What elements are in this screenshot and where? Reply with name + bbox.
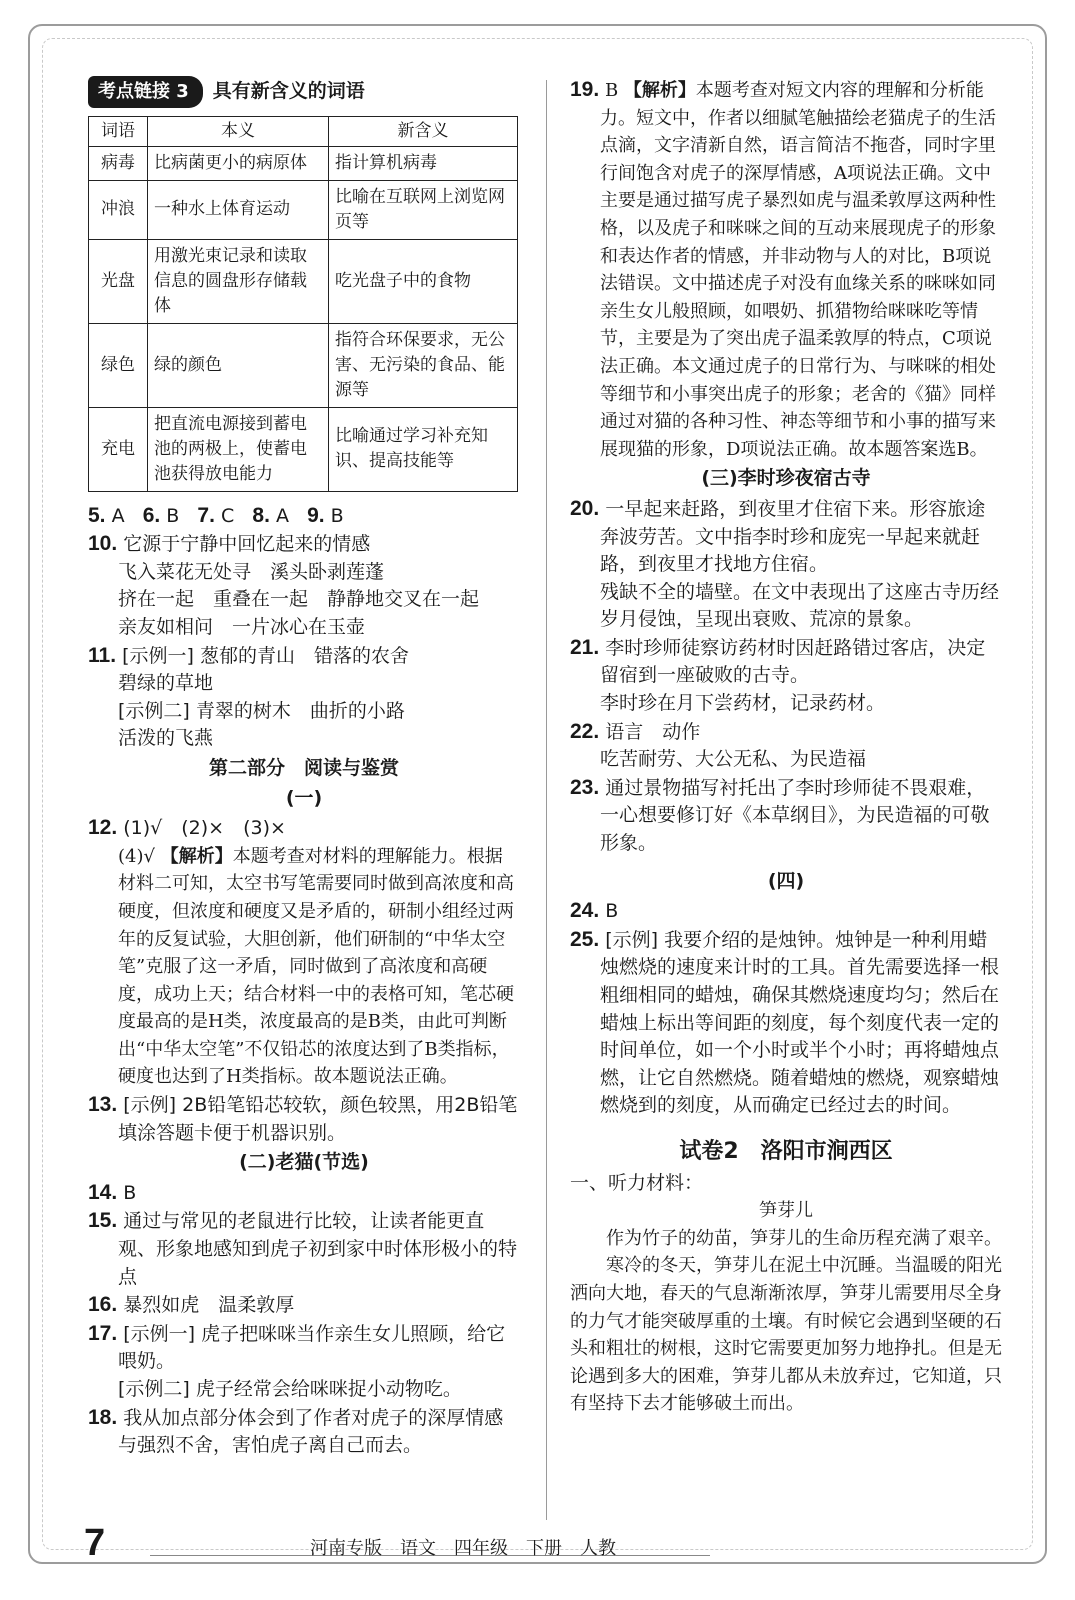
left-column	[88, 76, 520, 1460]
table-row	[89, 407, 518, 491]
new-cell: 比喻通过学习补充知识、提高技能等	[329, 407, 518, 491]
listening-heading: 一、听力材料：	[570, 1171, 704, 1194]
answer-11: 11. [示例一] 葱郁的青山 错落的农舍 碧绿的草地 [示例二] 青翠的树木 曲折的小路 活泼的飞燕	[88, 643, 409, 750]
header-original: 本义	[148, 116, 329, 146]
answer-18: 18. 我从加点部分体会到了作者对虎子的深厚情感与强烈不舍，害怕虎子离自己而去。	[88, 1405, 504, 1457]
answer-10: 10. 它源于宁静中回忆起来的情感 飞入菜花无处寻 溪头卧剥莲蓬 挤在一起 重叠在一起 静静地交叉在一起 亲友如相问 一片冰心在玉壶	[88, 532, 480, 638]
answer-25: 25. [示例] 我要介绍的是烛钟。烛钟是一种利用蜡烛燃烧的速度来计时的工具。首先需要选择一根粗细相同的蜡烛，确保其燃烧速度均匀；然后在蜡烛上标出等间距的刻度，每个刻度代表一定的时间单位，如一个小时或半个小时；再将蜡烛点燃，让它自然燃烧。随着蜡烛的燃烧，观察蜡烛燃烧到的刻度，从而确定已经过去的时间。	[570, 927, 1000, 1117]
answer-14: 14. B	[88, 1180, 137, 1204]
header-new: 新含义	[329, 116, 518, 146]
table-row	[89, 180, 518, 239]
page-number: 7	[84, 1522, 106, 1564]
answer-21-part2: 李时珍在月下尝药材，记录药材。	[600, 692, 886, 715]
original-cell: 把直流电源接到蓄电池的两极上，使蓄电池获得放电能力	[148, 407, 329, 491]
answer-22-part2: 吃苦耐劳、大公无私、为民造福	[600, 748, 867, 771]
new-cell: 指计算机病毒	[329, 146, 518, 180]
answer-24: 24. B	[570, 899, 619, 923]
original-cell: 用激光束记录和读取信息的圆盘形存储载体	[148, 239, 329, 323]
section-3-heading: (三)李时珍夜宿古寺	[701, 467, 871, 490]
answer-19: 19. B 【解析】本题考查对短文内容的理解和分析能力。短文中，作者以细腻笔触描绘老猫虎子的生活点滴，文字清新自然，语言简洁不拖沓，同时字里行间饱含对虎子的深厚情感，A项说法正确。文中主要是通过描写虎子暴烈如虎与温柔敦厚这两种性格，以及虎子和咪咪之间的互动来展现虎子的形象和表达作者的情感，并非动物与人的对比，B项说法错误。文中描述虎子对没有血缘关系的咪咪如同亲生女儿般照顾，如喂奶、抓猎物给咪咪吃等情节，主要是为了突出虎子温柔敦厚的特点，C项说法正确。本文通过虎子的日常行为、与咪咪的相处等细节和小事突出虎子的形象；老舍的《猫》同样通过对猫的各种习性、神态等细节和小事的描写来展现猫的形象，D项说法正确。故本题答案选B。	[570, 78, 996, 460]
term-cell: 充电	[89, 407, 148, 491]
answer-22: 22. 语言 动作	[570, 719, 701, 743]
term-cell: 绿色	[89, 323, 148, 407]
footer-edition: 河南专版 语文 四年级 下册 人教	[310, 1538, 616, 1559]
answer-17: 17. [示例一] 虎子把咪咪当作亲生女儿照顾，给它喂奶。	[88, 1321, 506, 1373]
table-row	[89, 239, 518, 323]
term-cell: 冲浪	[89, 180, 148, 239]
header-term: 词语	[89, 116, 148, 146]
table-row	[89, 146, 518, 180]
paper2-title: 试卷2 洛阳市涧西区	[679, 1138, 893, 1164]
answer-23: 23. 通过景物描写衬托出了李时珍师徒不畏艰难，一心想要修订好《本草纲目》，为民造福的可敬形象。	[570, 775, 990, 855]
new-cell: 比喻在互联网上浏览网页等	[329, 180, 518, 239]
answer-12: 12. (1)√ (2)× (3)×	[88, 816, 286, 840]
link3-title: 具有新含义的词语	[212, 80, 365, 102]
term-cell: 病毒	[89, 146, 148, 180]
new-cell: 指符合环保要求，无公害、无污染的食品、能源等	[329, 323, 518, 407]
story-title: 笋芽儿	[759, 1200, 813, 1222]
original-cell: 绿的颜色	[148, 323, 329, 407]
part2-heading: 第二部分 阅读与鉴赏	[208, 756, 399, 779]
answer-16: 16. 暴烈如虎 温柔敦厚	[88, 1293, 295, 1317]
right-column	[570, 76, 1002, 1418]
section-4-heading: (四)	[767, 869, 805, 892]
link3-badge: 考点链接 3	[88, 76, 203, 108]
new-cell: 吃光盘子中的食物	[329, 239, 518, 323]
answers-5-9: 5. A 6. B 7. C 8. A 9. B	[88, 503, 344, 527]
original-cell: 比病菌更小的病原体	[148, 146, 329, 180]
answer-12-analysis: (4)√ 【解析】本题考查对材料的理解能力。根据材料二可知，太空书写笔需要同时做到高浓度和高硬度，但浓度和硬度又是矛盾的，研制小组经过两年的反复试验，大胆创新，他们研制的“中华太空笔”克服了这一矛盾，同时做到了高浓度和高硬度，成功上天；结合材料一中的表格可知，笔芯硬度最高的是H类，浓度最高的是B类，由此可判断出“中华太空笔”不仅铅芯的浓度达到了B类指标，硬度也达到了H类指标。故本题说法正确。	[118, 845, 514, 1088]
section-1-heading: (一)	[285, 786, 323, 809]
story-paragraph-1: 作为竹子的幼苗，笋芽儿的生命历程充满了艰辛。	[606, 1227, 1002, 1249]
table-row	[89, 323, 518, 407]
new-meaning-words-table	[88, 116, 518, 492]
original-cell: 一种水上体育运动	[148, 180, 329, 239]
column-divider	[546, 80, 547, 1520]
answer-13: 13. [示例] 2B铅笔铅芯较软，颜色较黑，用2B铅笔填涂答题卡便于机器识别。	[88, 1093, 518, 1144]
term-cell: 光盘	[89, 239, 148, 323]
link3-header	[88, 76, 520, 108]
answer-20-part2: 残缺不全的墙壁。在文中表现出了这座古寺历经岁月侵蚀，呈现出衰败、荒凉的景象。	[600, 580, 1000, 631]
answer-20: 20. 一早起来赶路，到夜里才住宿下来。形容旅途奔波劳苦。文中指李时珍和庞宪一早起来就赶路，到夜里才找地方住宿。	[570, 496, 986, 576]
story-paragraph-2: 寒冷的冬天，笋芽儿在泥土中沉睡。当温暖的阳光洒向大地，春天的气息渐渐浓厚，笋芽儿需要用尽全身的力气才能突破厚重的土壤。有时候它会遇到坚硬的石头和粗壮的树根，这时它需要更加努力地挣扎。但是无论遇到多大的困难，笋芽儿都从未放弃过，它知道，只有坚持下去才能够破土而出。	[570, 1255, 1002, 1415]
table-header-row	[89, 116, 518, 146]
section-2-heading: (二)老猫(节选)	[239, 1151, 369, 1174]
answer-15: 15. 通过与常见的老鼠进行比较，让读者能更直观、形象地感知到虎子初到家中时体形极小的特点	[88, 1209, 518, 1288]
answer-21: 21. 李时珍师徒察访药材时因赶路错过客店，决定留宿到一座破败的古寺。	[570, 635, 986, 687]
answer-17-example2: [示例二] 虎子经常会给咪咪捉小动物吃。	[118, 1378, 462, 1400]
